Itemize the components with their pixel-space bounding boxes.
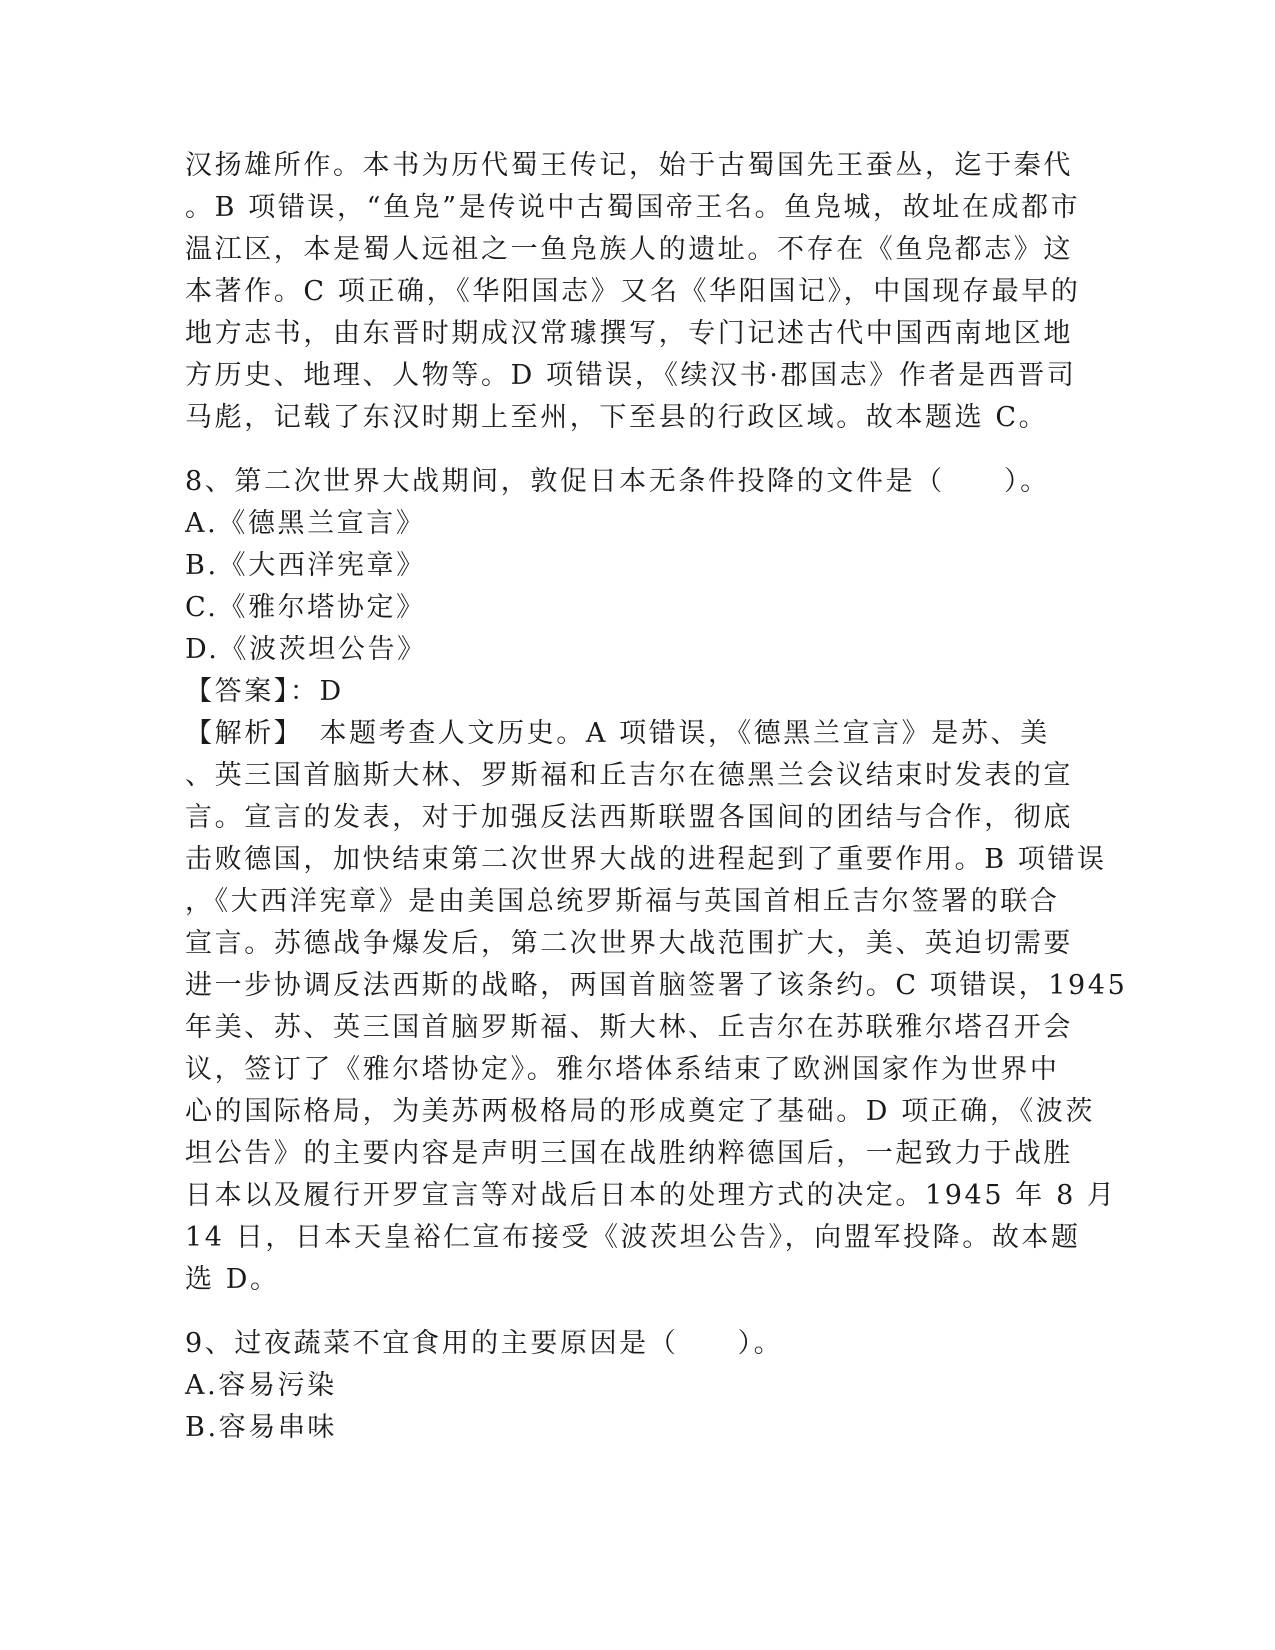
option-d: D.《波茨坦公告》 <box>185 634 427 665</box>
document-page <box>185 145 1128 1449</box>
text-line: 马彪，记载了东汉时期上至州，下至县的行政区域。故本题选 C。 <box>185 402 1049 433</box>
text-line: 选 D。 <box>185 1264 280 1295</box>
previous-explanation <box>185 145 1085 439</box>
text-line: 、英三国首脑斯大林、罗斯福和丘吉尔在德黑兰会议结束时发表的宣 <box>185 760 1073 791</box>
text-line: 言。宣言的发表，对于加强反法西斯联盟各国间的团结与合作，彻底 <box>185 802 1073 833</box>
question-9 <box>185 1323 1085 1449</box>
text-line: 进一步协调反法西斯的战略，两国首脑签署了该条约。C 项错误，1945 <box>185 970 1128 1001</box>
text-line: 14 日，日本天皇裕仁宣布接受《波茨坦公告》，向盟军投降。故本题 <box>185 1222 1081 1253</box>
text-line: 地方志书，由东晋时期成汉常璩撰写，专门记述古代中国西南地区地 <box>185 318 1073 349</box>
text-line: 。B 项错误，“鱼凫”是传说中古蜀国帝王名。鱼凫城，故址在成都市 <box>185 192 1081 223</box>
text-line: 宣言。苏德战争爆发后，第二次世界大战范围扩大，美、英迫切需要 <box>185 928 1073 959</box>
answer-line: 【答案】：D <box>185 676 344 707</box>
text-line: 本著作。C 项正确，《华阳国志》又名《华阳国记》，中国现存最早的 <box>185 276 1081 307</box>
text-line: 议，签订了《雅尔塔协定》。雅尔塔体系结束了欧洲国家作为世界中 <box>185 1054 1060 1085</box>
question-text: 9、过夜蔬菜不宜食用的主要原因是（ ）。 <box>185 1328 784 1359</box>
question-text: 8、第二次世界大战期间，敦促日本无条件投降的文件是（ ）。 <box>185 466 1050 497</box>
question-8 <box>185 461 1128 1301</box>
text-line: 年美、苏、英三国首脑罗斯福、斯大林、丘吉尔在苏联雅尔塔召开会 <box>185 1012 1073 1043</box>
text-line: ，《大西洋宪章》是由美国总统罗斯福与英国首相丘吉尔签署的联合 <box>185 886 1060 917</box>
text-line: 【解析】 本题考查人文历史。A 项错误，《德黑兰宣言》是苏、美 <box>185 718 1050 749</box>
text-line: 心的国际格局，为美苏两极格局的形成奠定了基础。D 项正确，《波茨 <box>185 1096 1095 1127</box>
text-line: 温江区，本是蜀人远祖之一鱼凫族人的遗址。不存在《鱼凫都志》这 <box>185 234 1073 265</box>
text-line: 击败德国，加快结束第二次世界大战的进程起到了重要作用。B 项错误 <box>185 844 1107 875</box>
explanation <box>185 713 1128 1301</box>
option-a: A.容易污染 <box>185 1370 337 1401</box>
option-c: C.《雅尔塔协定》 <box>185 592 426 623</box>
text-line: 方历史、地理、人物等。D 项错误，《续汉书·郡国志》作者是西晋司 <box>185 360 1077 391</box>
text-line: 坦公告》的主要内容是声明三国在战胜纳粹德国后，一起致力于战胜 <box>185 1138 1073 1169</box>
option-b: B.容易串味 <box>185 1412 338 1443</box>
section-gap <box>185 439 1085 461</box>
option-b: B.《大西洋宪章》 <box>185 550 426 581</box>
text-line: 日本以及履行开罗宣言等对战后日本的处理方式的决定。1945 年 8 月 <box>185 1180 1117 1211</box>
option-a: A.《德黑兰宣言》 <box>185 508 426 539</box>
text-line: 汉扬雄所作。本书为历代蜀王传记，始于古蜀国先王蚕丛，迄于秦代 <box>185 150 1073 181</box>
section-gap <box>185 1301 1085 1323</box>
